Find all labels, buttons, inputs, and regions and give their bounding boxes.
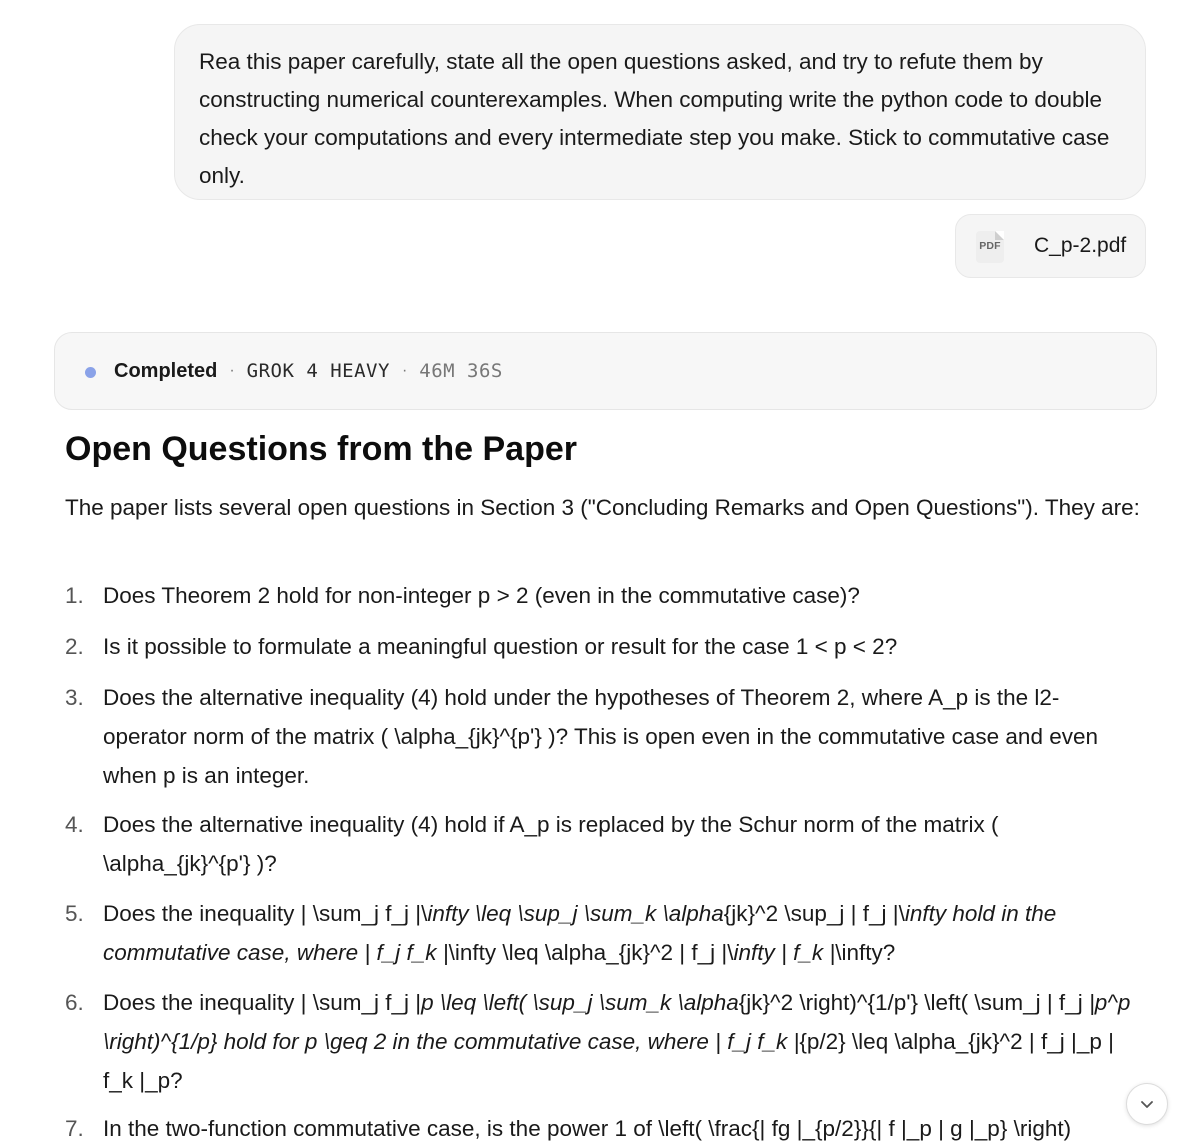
- attachment-chip[interactable]: [955, 214, 1146, 278]
- list-item: [65, 678, 1140, 795]
- list-item-number: 2.: [65, 634, 84, 659]
- duration: 46M 36S: [419, 360, 503, 382]
- separator: ·: [401, 362, 408, 379]
- text-run: Does the inequality | \sum_j f_j |\: [103, 901, 428, 926]
- list-item-number: 3.: [65, 685, 84, 710]
- list-item-text: [103, 983, 1140, 1100]
- list-item-number: 5.: [65, 901, 84, 926]
- chevron-down-icon: [1138, 1095, 1156, 1113]
- status-label: Completed: [114, 359, 218, 382]
- separator: ·: [229, 362, 235, 379]
- list-item-text: Is it possible to formulate a meaningful question or result for the case 1 < p < 2?: [103, 634, 898, 659]
- text-run: \infty?: [835, 940, 896, 965]
- list-item-text: Does the alternative inequality (4) hold if A_p is replaced by the Schur norm of the matrix ( \alpha_{jk}^{p'} )?: [103, 812, 999, 876]
- response-status-bar[interactable]: [54, 332, 1157, 410]
- model-name: GROK 4 HEAVY: [246, 360, 390, 382]
- text-run: {jk}^2 \sup_j | f_j |\: [723, 901, 905, 926]
- list-item: [65, 627, 1140, 666]
- response-intro: The paper lists several open questions in Section 3 ("Concluding Remarks and Open Questions"). They are:: [65, 495, 1140, 520]
- list-item-number: 1.: [65, 583, 84, 608]
- pdf-icon-label: PDF: [979, 240, 1001, 252]
- list-item: [65, 1109, 1140, 1148]
- list-item: [65, 983, 1140, 1100]
- scroll-to-bottom-button[interactable]: [1126, 1083, 1168, 1125]
- list-item-number: 6.: [65, 990, 84, 1015]
- status-dot-icon: [85, 367, 96, 378]
- list-item-text: [103, 894, 1140, 972]
- list-item: [65, 894, 1140, 972]
- attachment-filename: C_p-2.pdf: [1034, 234, 1127, 257]
- user-message-bubble: [174, 24, 1146, 200]
- list-item-text: Does the alternative inequality (4) hold under the hypotheses of Theorem 2, where A_p is the l2-operator norm of the matrix ( \alpha_{jk}^{p'} )? This is open even in the commutative case and even when p is an integer.: [103, 685, 1098, 788]
- user-message-text: Rea this paper carefully, state all the open questions asked, and try to refute them by constructing numerical counterexamples. When computing write the python code to double check your computations and every intermediate step you make. Stick to commutative case only.: [199, 49, 1110, 188]
- text-run-italic: p \leq \left( \sup_j \sum_k \alpha: [421, 990, 739, 1015]
- text-run-italic: infty \leq \sup_j \sum_k \alpha: [427, 901, 724, 926]
- text-run: {p/2} \leq \alpha_{jk}^2 | f_j |_p | f_k |_p?: [103, 1029, 1114, 1093]
- list-item: [65, 576, 1140, 615]
- list-item-text: Does Theorem 2 hold for non-integer p > 2 (even in the commutative case)?: [103, 583, 860, 608]
- list-item-number: 7.: [65, 1116, 84, 1141]
- text-run: {jk}^2 \right)^{1/p'} \left( \sum_j | f_j: [738, 990, 1089, 1015]
- text-run: \infty \leq \alpha_{jk}^2 | f_j |\: [448, 940, 734, 965]
- pdf-file-icon: [976, 231, 1004, 263]
- text-run-italic: infty hold in the commutative case, where | f_j f_k |: [103, 901, 1057, 965]
- list-item: [65, 805, 1140, 883]
- list-item-number: 4.: [65, 812, 84, 837]
- list-item-text: In the two-function commutative case, is the power 1 of \left( \frac{| fg |_{p/2}}{| f |_p | g |_p} \right): [103, 1116, 1072, 1141]
- text-run: Does the inequality | \sum_j f_j |: [103, 990, 422, 1015]
- text-run-italic: |p^p \right)^{1/p} hold for p \geq 2 in the commutative case, where | f_j f_k |: [103, 990, 1131, 1054]
- response-heading: Open Questions from the Paper: [65, 430, 577, 468]
- text-run-italic: infty | f_k |: [733, 940, 836, 965]
